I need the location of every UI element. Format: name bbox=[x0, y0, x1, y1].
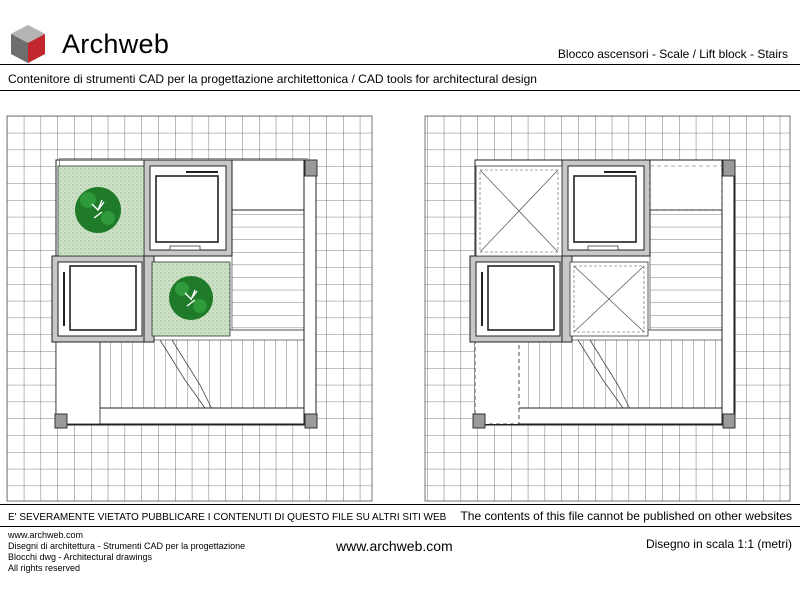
void-shaft bbox=[570, 262, 648, 336]
footer-line: Blocchi dwg - Architectural drawings bbox=[8, 552, 153, 562]
void-shaft bbox=[476, 166, 562, 256]
copyright-notice-it: E' SEVERAMENTE VIETATO PUBBLICARE I CONTENUTI DI QUESTO FILE SU ALTRI SITI WEB bbox=[8, 512, 447, 523]
brand-name: Archweb bbox=[62, 29, 170, 59]
footer-divider-2 bbox=[0, 526, 800, 527]
footer-credits bbox=[8, 530, 245, 574]
subtitle: Contenitore di strumenti CAD per la progettazione architettonica / CAD tools for architectural design bbox=[8, 72, 537, 86]
footer-line: Disegni di architettura - Strumenti CAD per la progettazione bbox=[8, 541, 246, 551]
website-link[interactable]: www.archweb.com bbox=[336, 538, 453, 554]
stair-flight bbox=[650, 210, 722, 330]
plan-left bbox=[7, 116, 372, 501]
plan-right bbox=[425, 116, 790, 501]
stair-flight bbox=[100, 340, 304, 408]
footer-divider bbox=[0, 504, 800, 505]
stair-flight bbox=[518, 340, 722, 408]
drawing-title: Blocco ascensori - Scale / Lift block - Stairs bbox=[557, 47, 788, 61]
tree-icon bbox=[169, 276, 213, 320]
footer-line: www.archweb.com bbox=[8, 530, 84, 540]
copyright-notice-en: The contents of this file cannot be published on other websites bbox=[460, 509, 792, 523]
footer-line: All rights reserved bbox=[8, 563, 81, 573]
tree-icon bbox=[75, 187, 121, 233]
scale-note: Disegno in scala 1:1 (metri) bbox=[645, 537, 792, 551]
stair-flight bbox=[232, 210, 304, 330]
